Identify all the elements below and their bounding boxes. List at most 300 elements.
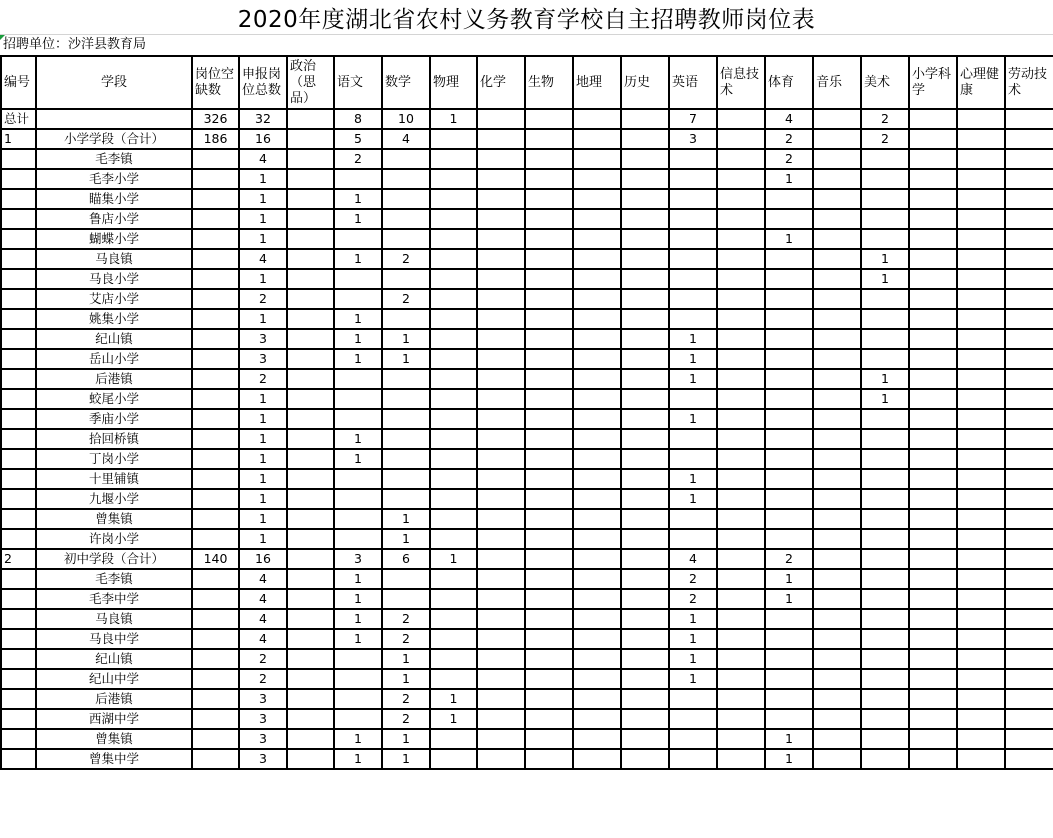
table-cell[interactable] (573, 749, 621, 769)
table-cell[interactable] (334, 669, 382, 689)
table-cell[interactable] (1, 369, 36, 389)
table-cell[interactable] (909, 369, 957, 389)
table-cell[interactable]: 4 (382, 129, 430, 149)
table-cell[interactable] (861, 609, 909, 629)
table-cell[interactable] (382, 589, 430, 609)
table-cell[interactable]: 毛李小学 (36, 169, 192, 189)
table-cell[interactable] (1005, 509, 1053, 529)
table-cell[interactable] (909, 669, 957, 689)
table-cell[interactable] (287, 389, 334, 409)
table-cell[interactable]: 16 (239, 549, 287, 569)
table-cell[interactable] (573, 329, 621, 349)
table-cell[interactable] (382, 229, 430, 249)
table-cell[interactable] (477, 729, 525, 749)
table-cell[interactable] (287, 349, 334, 369)
column-header[interactable]: 申报岗位总数 (239, 56, 287, 109)
table-cell[interactable] (765, 249, 813, 269)
table-cell[interactable] (477, 509, 525, 529)
table-cell[interactable] (957, 209, 1005, 229)
table-cell[interactable] (957, 729, 1005, 749)
table-cell[interactable] (477, 369, 525, 389)
table-cell[interactable] (430, 729, 477, 749)
table-cell[interactable] (36, 109, 192, 129)
table-cell[interactable] (287, 449, 334, 469)
table-cell[interactable] (287, 489, 334, 509)
table-cell[interactable]: 鲁店小学 (36, 209, 192, 229)
table-cell[interactable]: 2 (382, 249, 430, 269)
table-cell[interactable] (1, 389, 36, 409)
table-cell[interactable] (287, 149, 334, 169)
table-cell[interactable]: 1 (382, 349, 430, 369)
table-cell[interactable]: 后港镇 (36, 369, 192, 389)
table-cell[interactable] (525, 729, 573, 749)
table-cell[interactable] (192, 209, 239, 229)
table-cell[interactable] (621, 569, 669, 589)
table-cell[interactable] (957, 749, 1005, 769)
table-cell[interactable] (765, 289, 813, 309)
table-cell[interactable] (287, 209, 334, 229)
table-cell[interactable] (621, 589, 669, 609)
table-cell[interactable] (1005, 489, 1053, 509)
table-cell[interactable]: 岳山小学 (36, 349, 192, 369)
table-cell[interactable] (430, 649, 477, 669)
table-cell[interactable] (573, 629, 621, 649)
table-cell[interactable] (334, 409, 382, 429)
table-cell[interactable] (525, 709, 573, 729)
table-cell[interactable] (861, 449, 909, 469)
table-cell[interactable] (813, 349, 861, 369)
table-cell[interactable] (957, 329, 1005, 349)
table-cell[interactable] (909, 709, 957, 729)
table-cell[interactable] (382, 309, 430, 329)
table-cell[interactable]: 纪山镇 (36, 649, 192, 669)
table-cell[interactable] (717, 629, 765, 649)
table-cell[interactable] (287, 749, 334, 769)
table-cell[interactable] (1005, 729, 1053, 749)
table-cell[interactable] (573, 449, 621, 469)
table-cell[interactable] (621, 549, 669, 569)
table-cell[interactable]: 2 (669, 589, 717, 609)
table-cell[interactable] (1, 269, 36, 289)
table-cell[interactable] (621, 689, 669, 709)
table-cell[interactable] (957, 149, 1005, 169)
table-cell[interactable]: 1 (765, 749, 813, 769)
table-cell[interactable] (813, 289, 861, 309)
table-cell[interactable] (957, 509, 1005, 529)
table-cell[interactable] (765, 189, 813, 209)
table-cell[interactable] (1005, 329, 1053, 349)
table-cell[interactable] (525, 569, 573, 589)
table-cell[interactable] (717, 349, 765, 369)
table-cell[interactable] (1005, 109, 1053, 129)
table-cell[interactable] (909, 549, 957, 569)
table-cell[interactable]: 毛李中学 (36, 589, 192, 609)
column-header[interactable]: 数学 (382, 56, 430, 109)
table-cell[interactable] (621, 509, 669, 529)
table-cell[interactable]: 九堰小学 (36, 489, 192, 509)
table-cell[interactable] (430, 629, 477, 649)
table-cell[interactable]: 2 (765, 549, 813, 569)
table-cell[interactable] (1005, 669, 1053, 689)
table-cell[interactable] (334, 469, 382, 489)
column-header[interactable]: 化学 (477, 56, 525, 109)
table-cell[interactable]: 2 (334, 149, 382, 169)
table-cell[interactable]: 3 (239, 749, 287, 769)
table-cell[interactable] (621, 369, 669, 389)
table-cell[interactable] (525, 689, 573, 709)
table-cell[interactable]: 1 (334, 209, 382, 229)
table-cell[interactable] (861, 209, 909, 229)
table-cell[interactable] (813, 229, 861, 249)
table-cell[interactable]: 1 (334, 589, 382, 609)
table-cell[interactable] (621, 709, 669, 729)
table-cell[interactable] (1005, 169, 1053, 189)
table-cell[interactable] (287, 309, 334, 329)
table-cell[interactable] (1, 489, 36, 509)
table-cell[interactable] (813, 389, 861, 409)
table-cell[interactable]: 1 (334, 449, 382, 469)
column-header[interactable]: 劳动技术 (1005, 56, 1053, 109)
table-cell[interactable] (813, 449, 861, 469)
table-cell[interactable] (861, 309, 909, 329)
table-cell[interactable] (717, 609, 765, 629)
table-cell[interactable] (1, 429, 36, 449)
table-cell[interactable] (909, 589, 957, 609)
table-cell[interactable] (1005, 709, 1053, 729)
table-cell[interactable] (717, 309, 765, 329)
table-cell[interactable] (525, 249, 573, 269)
table-cell[interactable] (861, 329, 909, 349)
table-cell[interactable] (573, 669, 621, 689)
table-cell[interactable] (525, 229, 573, 249)
table-cell[interactable] (957, 609, 1005, 629)
table-cell[interactable] (287, 589, 334, 609)
table-cell[interactable] (1005, 369, 1053, 389)
table-cell[interactable] (192, 309, 239, 329)
table-cell[interactable] (813, 729, 861, 749)
table-cell[interactable] (717, 249, 765, 269)
table-cell[interactable] (765, 209, 813, 229)
table-cell[interactable]: 1 (239, 509, 287, 529)
table-cell[interactable] (1, 189, 36, 209)
table-cell[interactable] (573, 349, 621, 369)
table-cell[interactable] (1, 749, 36, 769)
table-cell[interactable] (909, 449, 957, 469)
table-cell[interactable]: 1 (382, 649, 430, 669)
table-cell[interactable] (382, 169, 430, 189)
table-cell[interactable]: 1 (382, 669, 430, 689)
table-cell[interactable] (430, 329, 477, 349)
table-cell[interactable] (813, 329, 861, 349)
table-cell[interactable]: 4 (239, 569, 287, 589)
table-cell[interactable] (1, 629, 36, 649)
table-cell[interactable]: 5 (334, 129, 382, 149)
table-cell[interactable]: 西湖中学 (36, 709, 192, 729)
table-cell[interactable] (287, 109, 334, 129)
table-cell[interactable] (765, 669, 813, 689)
table-cell[interactable] (525, 309, 573, 329)
table-cell[interactable] (430, 609, 477, 629)
table-cell[interactable]: 3 (334, 549, 382, 569)
table-cell[interactable] (1005, 349, 1053, 369)
column-header[interactable]: 编号 (1, 56, 36, 109)
table-cell[interactable] (957, 569, 1005, 589)
table-cell[interactable] (1005, 209, 1053, 229)
table-cell[interactable] (525, 169, 573, 189)
table-cell[interactable]: 瞄集小学 (36, 189, 192, 209)
table-cell[interactable] (621, 629, 669, 649)
table-cell[interactable] (957, 109, 1005, 129)
table-cell[interactable] (717, 389, 765, 409)
table-cell[interactable]: 1 (765, 229, 813, 249)
table-cell[interactable] (909, 629, 957, 649)
table-cell[interactable] (669, 189, 717, 209)
table-cell[interactable] (957, 489, 1005, 509)
table-cell[interactable] (573, 409, 621, 429)
table-cell[interactable]: 马良镇 (36, 609, 192, 629)
table-cell[interactable]: 186 (192, 129, 239, 149)
table-cell[interactable] (287, 249, 334, 269)
table-cell[interactable]: 2 (1, 549, 36, 569)
column-header[interactable]: 体育 (765, 56, 813, 109)
table-cell[interactable] (287, 649, 334, 669)
table-cell[interactable]: 1 (765, 729, 813, 749)
table-cell[interactable] (669, 509, 717, 529)
table-cell[interactable] (525, 649, 573, 669)
column-header[interactable]: 心理健康 (957, 56, 1005, 109)
table-cell[interactable]: 1 (669, 629, 717, 649)
table-cell[interactable] (717, 269, 765, 289)
table-cell[interactable] (765, 609, 813, 629)
table-cell[interactable] (287, 629, 334, 649)
table-cell[interactable] (477, 289, 525, 309)
table-cell[interactable] (192, 529, 239, 549)
table-cell[interactable]: 1 (239, 429, 287, 449)
table-cell[interactable]: 1 (334, 329, 382, 349)
table-cell[interactable] (1, 209, 36, 229)
table-cell[interactable] (621, 229, 669, 249)
table-cell[interactable] (717, 669, 765, 689)
table-cell[interactable] (382, 389, 430, 409)
table-cell[interactable] (717, 289, 765, 309)
table-cell[interactable] (669, 449, 717, 469)
table-cell[interactable] (430, 409, 477, 429)
table-cell[interactable]: 1 (239, 389, 287, 409)
table-cell[interactable] (192, 349, 239, 369)
table-cell[interactable] (957, 449, 1005, 469)
table-cell[interactable] (621, 529, 669, 549)
table-cell[interactable] (813, 149, 861, 169)
table-cell[interactable] (573, 149, 621, 169)
table-cell[interactable] (717, 409, 765, 429)
table-cell[interactable] (909, 169, 957, 189)
table-cell[interactable]: 拾回桥镇 (36, 429, 192, 449)
table-cell[interactable] (765, 489, 813, 509)
table-cell[interactable]: 4 (239, 609, 287, 629)
table-cell[interactable] (861, 729, 909, 749)
table-cell[interactable] (573, 289, 621, 309)
table-cell[interactable] (861, 669, 909, 689)
column-header[interactable]: 学段 (36, 56, 192, 109)
table-cell[interactable] (287, 669, 334, 689)
column-header[interactable]: 政治（思品） (287, 56, 334, 109)
table-cell[interactable]: 1 (669, 369, 717, 389)
table-cell[interactable]: 140 (192, 549, 239, 569)
column-header[interactable]: 地理 (573, 56, 621, 109)
table-cell[interactable] (334, 509, 382, 529)
table-cell[interactable] (909, 309, 957, 329)
table-cell[interactable]: 10 (382, 109, 430, 129)
table-cell[interactable] (909, 509, 957, 529)
table-cell[interactable] (957, 709, 1005, 729)
table-cell[interactable] (525, 129, 573, 149)
table-cell[interactable] (1005, 589, 1053, 609)
table-cell[interactable]: 后港镇 (36, 689, 192, 709)
table-cell[interactable] (287, 469, 334, 489)
table-cell[interactable] (813, 309, 861, 329)
table-cell[interactable] (382, 469, 430, 489)
table-cell[interactable] (909, 149, 957, 169)
table-cell[interactable] (813, 529, 861, 549)
table-cell[interactable] (1005, 609, 1053, 629)
table-cell[interactable] (669, 209, 717, 229)
table-cell[interactable]: 3 (239, 349, 287, 369)
table-cell[interactable] (477, 349, 525, 369)
table-cell[interactable] (813, 369, 861, 389)
table-cell[interactable] (430, 389, 477, 409)
table-cell[interactable] (525, 369, 573, 389)
table-cell[interactable] (717, 129, 765, 149)
table-cell[interactable] (192, 649, 239, 669)
table-cell[interactable] (573, 549, 621, 569)
table-cell[interactable] (717, 689, 765, 709)
table-cell[interactable] (287, 709, 334, 729)
table-cell[interactable] (861, 169, 909, 189)
table-cell[interactable]: 季庙小学 (36, 409, 192, 429)
table-cell[interactable]: 1 (430, 689, 477, 709)
table-cell[interactable] (525, 349, 573, 369)
table-cell[interactable]: 1 (861, 249, 909, 269)
table-cell[interactable] (669, 289, 717, 309)
table-cell[interactable] (861, 349, 909, 369)
table-cell[interactable] (1005, 529, 1053, 549)
table-cell[interactable] (1, 409, 36, 429)
table-cell[interactable] (477, 429, 525, 449)
table-cell[interactable] (334, 169, 382, 189)
table-cell[interactable]: 2 (239, 289, 287, 309)
table-cell[interactable] (192, 609, 239, 629)
table-cell[interactable] (525, 609, 573, 629)
table-cell[interactable] (477, 589, 525, 609)
table-cell[interactable] (621, 329, 669, 349)
table-cell[interactable] (957, 629, 1005, 649)
table-cell[interactable] (1005, 249, 1053, 269)
table-cell[interactable] (813, 509, 861, 529)
table-cell[interactable] (717, 449, 765, 469)
table-cell[interactable]: 纪山镇 (36, 329, 192, 349)
table-cell[interactable] (334, 269, 382, 289)
table-cell[interactable] (477, 149, 525, 169)
table-cell[interactable]: 16 (239, 129, 287, 149)
table-cell[interactable] (430, 169, 477, 189)
table-cell[interactable] (573, 529, 621, 549)
table-cell[interactable] (430, 249, 477, 269)
table-cell[interactable] (1005, 409, 1053, 429)
table-cell[interactable] (430, 569, 477, 589)
table-cell[interactable] (813, 589, 861, 609)
table-cell[interactable]: 1 (382, 729, 430, 749)
table-cell[interactable]: 蛟尾小学 (36, 389, 192, 409)
table-cell[interactable]: 4 (239, 629, 287, 649)
table-cell[interactable] (765, 309, 813, 329)
table-cell[interactable] (1005, 449, 1053, 469)
table-cell[interactable] (192, 429, 239, 449)
table-cell[interactable]: 许岗小学 (36, 529, 192, 549)
table-cell[interactable] (430, 429, 477, 449)
table-cell[interactable]: 6 (382, 549, 430, 569)
table-cell[interactable] (477, 389, 525, 409)
table-cell[interactable] (1, 649, 36, 669)
table-cell[interactable]: 1 (765, 569, 813, 589)
table-cell[interactable] (573, 269, 621, 289)
table-cell[interactable] (861, 629, 909, 649)
table-cell[interactable] (525, 429, 573, 449)
table-cell[interactable] (717, 229, 765, 249)
table-cell[interactable]: 艾店小学 (36, 289, 192, 309)
table-cell[interactable] (334, 689, 382, 709)
table-cell[interactable]: 1 (669, 669, 717, 689)
table-cell[interactable]: 326 (192, 109, 239, 129)
table-cell[interactable] (430, 749, 477, 769)
table-cell[interactable]: 丁岗小学 (36, 449, 192, 469)
table-cell[interactable] (621, 749, 669, 769)
table-cell[interactable] (861, 189, 909, 209)
table-cell[interactable]: 4 (239, 249, 287, 269)
table-cell[interactable] (287, 429, 334, 449)
table-cell[interactable] (525, 469, 573, 489)
table-cell[interactable] (477, 129, 525, 149)
table-cell[interactable] (430, 509, 477, 529)
table-cell[interactable] (621, 469, 669, 489)
table-cell[interactable] (669, 269, 717, 289)
table-cell[interactable]: 1 (239, 529, 287, 549)
table-cell[interactable] (717, 529, 765, 549)
table-cell[interactable] (1, 609, 36, 629)
table-cell[interactable] (573, 249, 621, 269)
table-cell[interactable] (1, 589, 36, 609)
table-cell[interactable] (1005, 689, 1053, 709)
table-cell[interactable] (192, 169, 239, 189)
table-cell[interactable]: 1 (334, 349, 382, 369)
table-cell[interactable] (525, 209, 573, 229)
table-cell[interactable] (192, 289, 239, 309)
table-cell[interactable] (287, 509, 334, 529)
table-cell[interactable] (573, 729, 621, 749)
table-cell[interactable] (717, 169, 765, 189)
table-cell[interactable] (192, 269, 239, 289)
table-cell[interactable]: 4 (239, 149, 287, 169)
table-cell[interactable] (573, 709, 621, 729)
table-cell[interactable] (909, 649, 957, 669)
table-cell[interactable]: 1 (765, 169, 813, 189)
table-cell[interactable]: 1 (430, 109, 477, 129)
table-cell[interactable] (621, 649, 669, 669)
table-cell[interactable] (621, 269, 669, 289)
table-cell[interactable] (957, 129, 1005, 149)
table-cell[interactable] (1005, 129, 1053, 149)
table-cell[interactable] (573, 589, 621, 609)
table-cell[interactable] (573, 189, 621, 209)
